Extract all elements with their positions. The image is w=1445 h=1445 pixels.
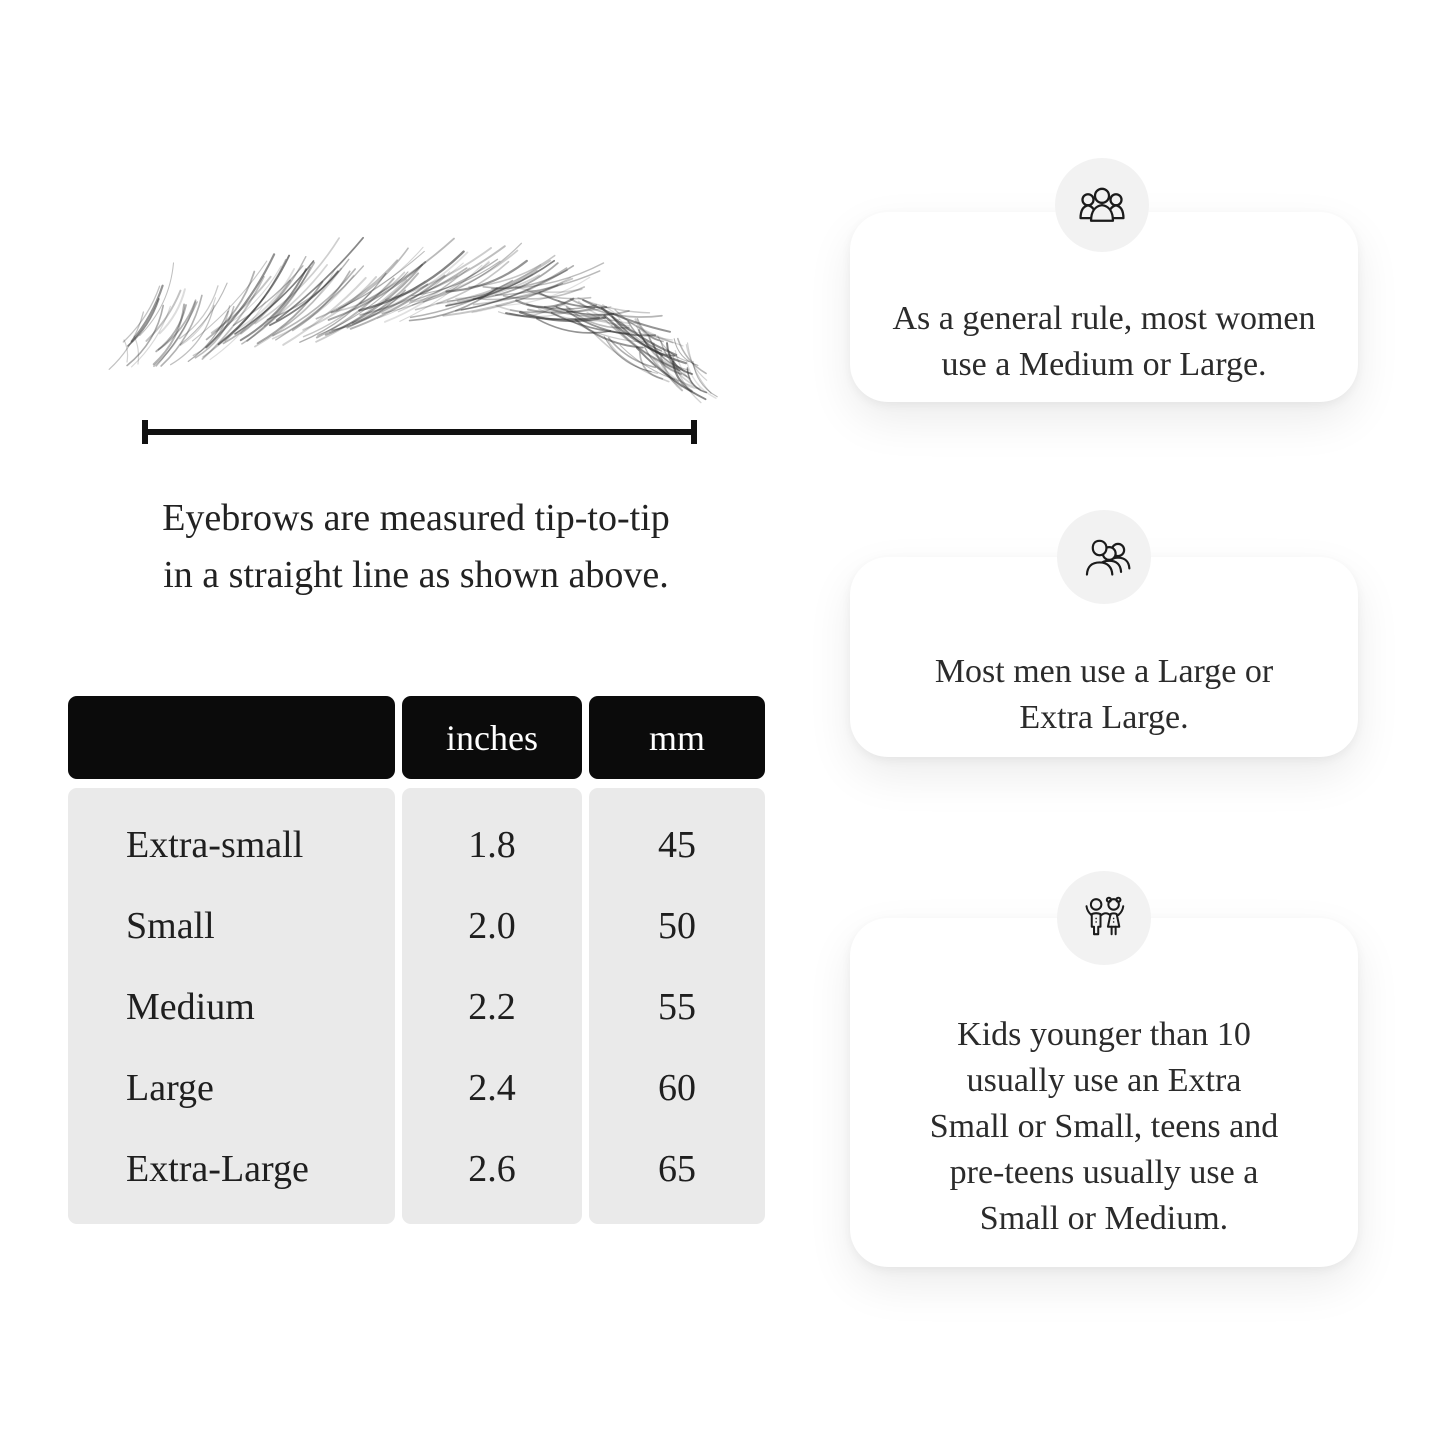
info-card-text: Kids younger than 10 usually use an Extra Small or Small, teens and pre-teens usually use a Small or Medium. <box>929 1016 1279 1237</box>
table-inches-cell: 2.6 <box>468 1147 516 1190</box>
table-label-cell: Small <box>126 904 215 947</box>
caption-line: in a straight line as shown above. <box>163 554 669 596</box>
table-body-inches <box>402 788 582 1224</box>
table-column-mm <box>589 696 765 1224</box>
table-label-cell: Extra-Large <box>126 1147 309 1190</box>
table-header-inches: inches <box>402 696 582 779</box>
men-group-icon <box>1057 510 1151 604</box>
table-body-sizes <box>68 788 395 1224</box>
caption-line: Eyebrows are measured tip-to-tip <box>162 497 670 539</box>
info-card-kids <box>850 918 1358 1267</box>
info-card-text: Most men use a Large or Extra Large. <box>934 653 1274 736</box>
table-mm-cell: 65 <box>658 1147 696 1190</box>
table-body-mm <box>589 788 765 1224</box>
table-mm-cell: 55 <box>658 985 696 1028</box>
table-label-cell: Large <box>126 1066 214 1109</box>
table-inches-cell: 1.8 <box>468 823 516 866</box>
info-card-text: As a general rule, most women use a Medium or Large. <box>892 300 1316 383</box>
table-inches-cell: 2.4 <box>468 1066 516 1109</box>
eyebrow-illustration <box>112 232 708 390</box>
table-mm-cell: 60 <box>658 1066 696 1109</box>
kids-icon <box>1057 871 1151 965</box>
measurement-line <box>144 429 695 435</box>
table-column-inches <box>402 696 582 1224</box>
table-label-cell: Extra-small <box>126 823 304 866</box>
table-header-blank <box>68 696 395 779</box>
table-header-mm: mm <box>589 696 765 779</box>
table-inches-cell: 2.0 <box>468 904 516 947</box>
measurement-caption <box>68 490 764 604</box>
size-table <box>68 696 765 1224</box>
table-mm-cell: 45 <box>658 823 696 866</box>
women-group-icon <box>1055 158 1149 252</box>
table-mm-cell: 50 <box>658 904 696 947</box>
table-inches-cell: 2.2 <box>468 985 516 1028</box>
table-label-cell: Medium <box>126 985 255 1028</box>
table-column-sizes <box>68 696 395 1224</box>
